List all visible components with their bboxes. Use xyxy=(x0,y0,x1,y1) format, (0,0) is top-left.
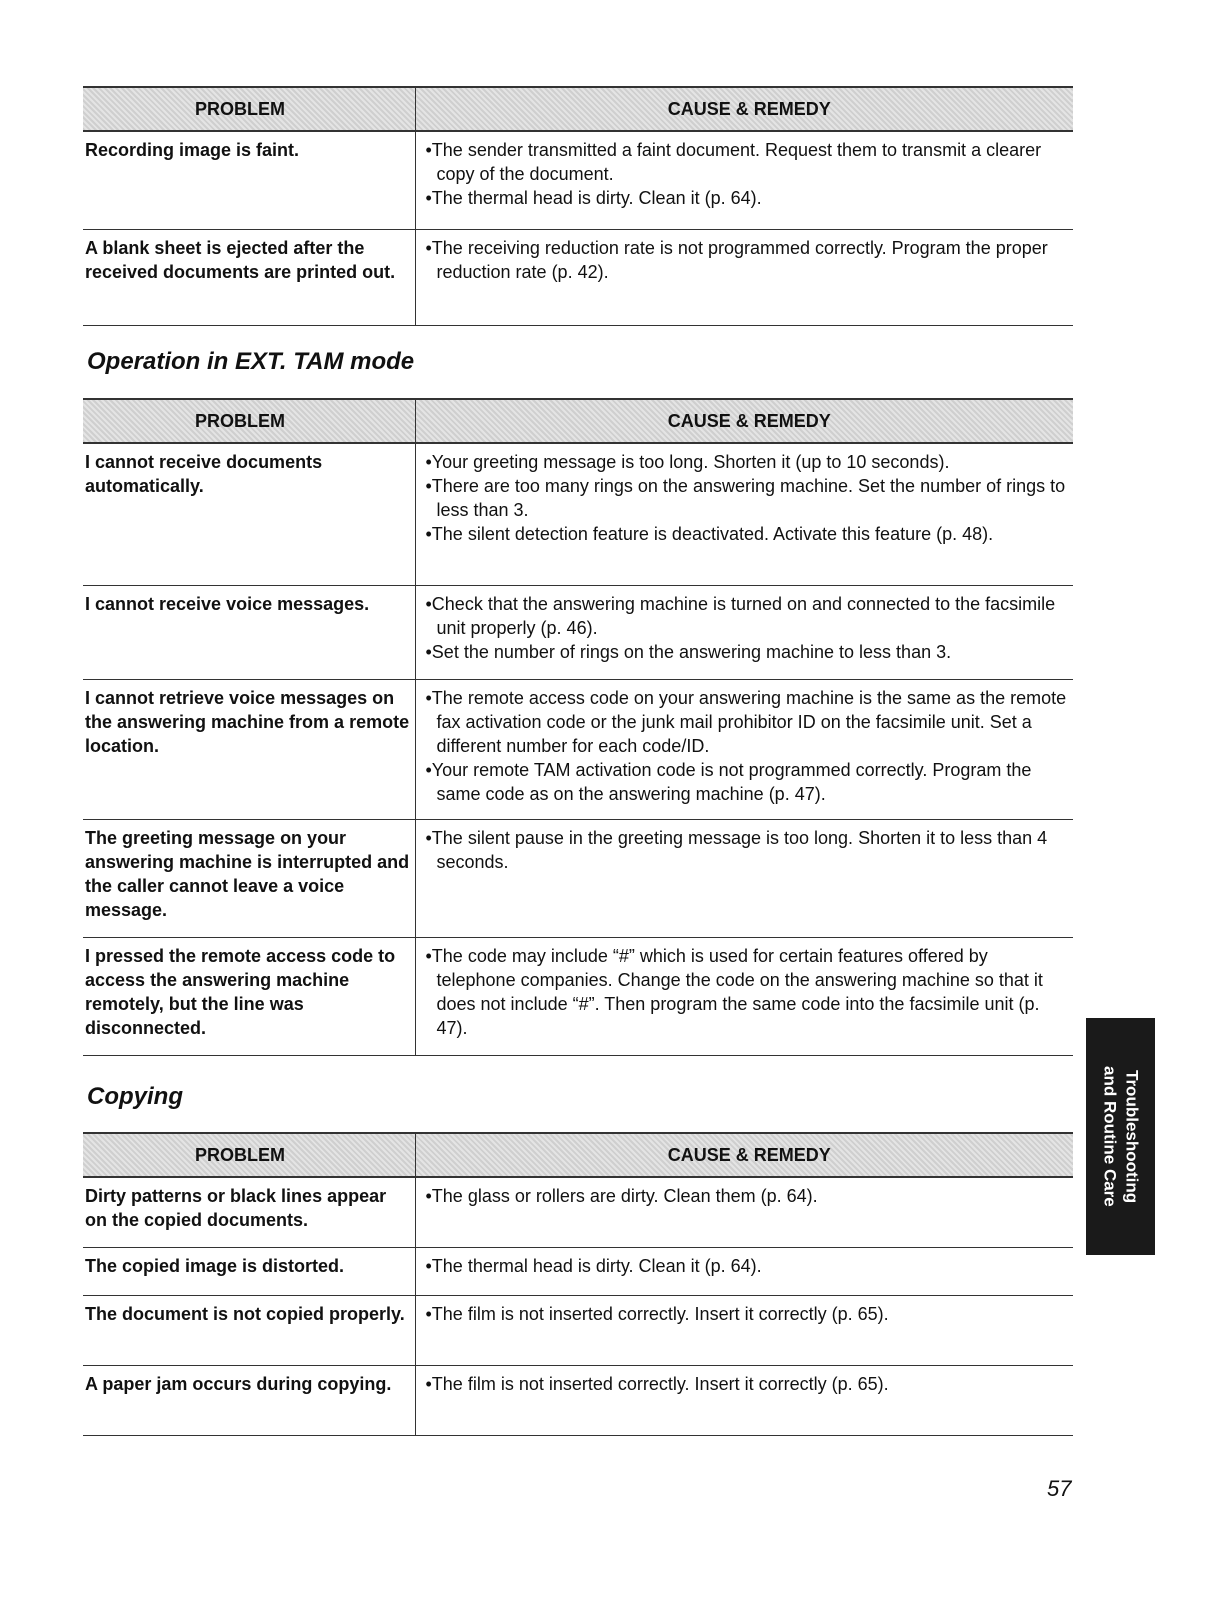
remedy-item: •Your remote TAM activation code is not programmed correctly. Program the same code as on the answering machine (p. 47). xyxy=(425,759,1032,804)
problem-cell: The greeting message on your answering machine is interrupted and the caller cannot leave a voice message. xyxy=(83,819,415,937)
problem-cell: The copied image is distorted. xyxy=(83,1247,415,1295)
remedy-item: •There are too many rings on the answering machine. Set the number of rings to less than 3. xyxy=(425,476,1066,520)
table-row xyxy=(83,229,1073,325)
remedy-cell xyxy=(415,937,1073,1055)
table-row xyxy=(83,1295,1073,1365)
remedy-cell xyxy=(415,1295,1073,1365)
troubleshooting-table-receiving xyxy=(83,86,1073,326)
remedy-item: •Check that the answering machine is turned on and connected to the facsimile unit properly (p. 46). xyxy=(425,593,1056,638)
table-row xyxy=(83,443,1073,585)
problem-cell: Dirty patterns or black lines appear on the copied documents. xyxy=(83,1177,415,1247)
chapter-tab xyxy=(1086,1018,1155,1255)
remedy-item: •The code may include “#” which is used for certain features offered by telephone companies. Change the code on the answering machine so that it does not include “#”. Then program the same code into the facsimile unit (p. 47). xyxy=(425,945,1043,1038)
remedy-item: •Your greeting message is too long. Shorten it (up to 10 seconds). xyxy=(425,452,950,472)
table-row xyxy=(83,1365,1073,1435)
table-header xyxy=(83,87,1073,131)
remedy-cell xyxy=(415,1247,1073,1295)
chapter-tab-line2: and Routine Care xyxy=(1100,1066,1120,1207)
problem-cell: I cannot receive documents automatically. xyxy=(83,443,415,585)
remedy-cell xyxy=(415,1365,1073,1435)
section-heading-copying: Copying xyxy=(87,1083,183,1110)
remedy-item: •The receiving reduction rate is not programmed correctly. Program the proper reduction rate (p. 42). xyxy=(425,237,1048,282)
cause-remedy-header: CAUSE & REMEDY xyxy=(415,87,1073,131)
remedy-cell xyxy=(415,679,1073,819)
table-header xyxy=(83,399,1073,443)
problem-header: PROBLEM xyxy=(83,1133,415,1177)
remedy-cell xyxy=(415,229,1073,325)
remedy-cell xyxy=(415,1177,1073,1247)
remedy-item: •The remote access code on your answering machine is the same as the remote fax activation code or the junk mail prohibitor ID on the facsimile unit. Set a different number for each code/ID. xyxy=(425,687,1067,756)
remedy-item: •The silent pause in the greeting message is too long. Shorten it to less than 4 seconds. xyxy=(425,827,1048,872)
remedy-item: •The film is not inserted correctly. Insert it correctly (p. 65). xyxy=(425,1303,889,1324)
remedy-cell xyxy=(415,585,1073,679)
remedy-cell xyxy=(415,443,1073,585)
problem-cell: I pressed the remote access code to access the answering machine remotely, but the line was disconnected. xyxy=(83,937,415,1055)
table-row xyxy=(83,1247,1073,1295)
problem-header: PROBLEM xyxy=(83,399,415,443)
remedy-cell xyxy=(415,819,1073,937)
remedy-item: •The thermal head is dirty. Clean it (p. 64). xyxy=(425,188,762,208)
problem-cell: I cannot retrieve voice messages on the answering machine from a remote location. xyxy=(83,679,415,819)
remedy-item: •The sender transmitted a faint document. Request them to transmit a clearer copy of the document. xyxy=(425,140,1042,184)
problem-cell: A paper jam occurs during copying. xyxy=(83,1365,415,1435)
remedy-item: •Set the number of rings on the answering machine to less than 3. xyxy=(425,641,952,662)
problem-cell: Recording image is faint. xyxy=(83,131,415,229)
cause-remedy-header: CAUSE & REMEDY xyxy=(415,399,1073,443)
remedy-item: •The glass or rollers are dirty. Clean them (p. 64). xyxy=(425,1186,818,1206)
table-row xyxy=(83,131,1073,229)
remedy-item: •The film is not inserted correctly. Insert it correctly (p. 65). xyxy=(425,1373,889,1394)
page-number: 57 xyxy=(1047,1476,1072,1501)
problem-cell: The document is not copied properly. xyxy=(83,1295,415,1365)
table-row xyxy=(83,679,1073,819)
problem-header: PROBLEM xyxy=(83,87,415,131)
troubleshooting-table-copying xyxy=(83,1132,1073,1436)
table-row xyxy=(83,819,1073,937)
troubleshooting-table-ext-tam xyxy=(83,398,1073,1056)
remedy-cell xyxy=(415,131,1073,229)
table-header xyxy=(83,1133,1073,1177)
section-heading-ext-tam: Operation in EXT. TAM mode xyxy=(87,348,415,375)
table-row xyxy=(83,937,1073,1055)
chapter-tab-label xyxy=(1099,1066,1143,1207)
chapter-tab-line1: Troubleshooting xyxy=(1122,1069,1142,1204)
table-row xyxy=(83,585,1073,679)
problem-cell: I cannot receive voice messages. xyxy=(83,585,415,679)
cause-remedy-header: CAUSE & REMEDY xyxy=(415,1133,1073,1177)
table-row xyxy=(83,1177,1073,1247)
remedy-item: •The silent detection feature is deactivated. Activate this feature (p. 48). xyxy=(425,524,994,544)
remedy-item: •The thermal head is dirty. Clean it (p. 64). xyxy=(425,1255,762,1276)
problem-cell: A blank sheet is ejected after the received documents are printed out. xyxy=(83,229,415,325)
